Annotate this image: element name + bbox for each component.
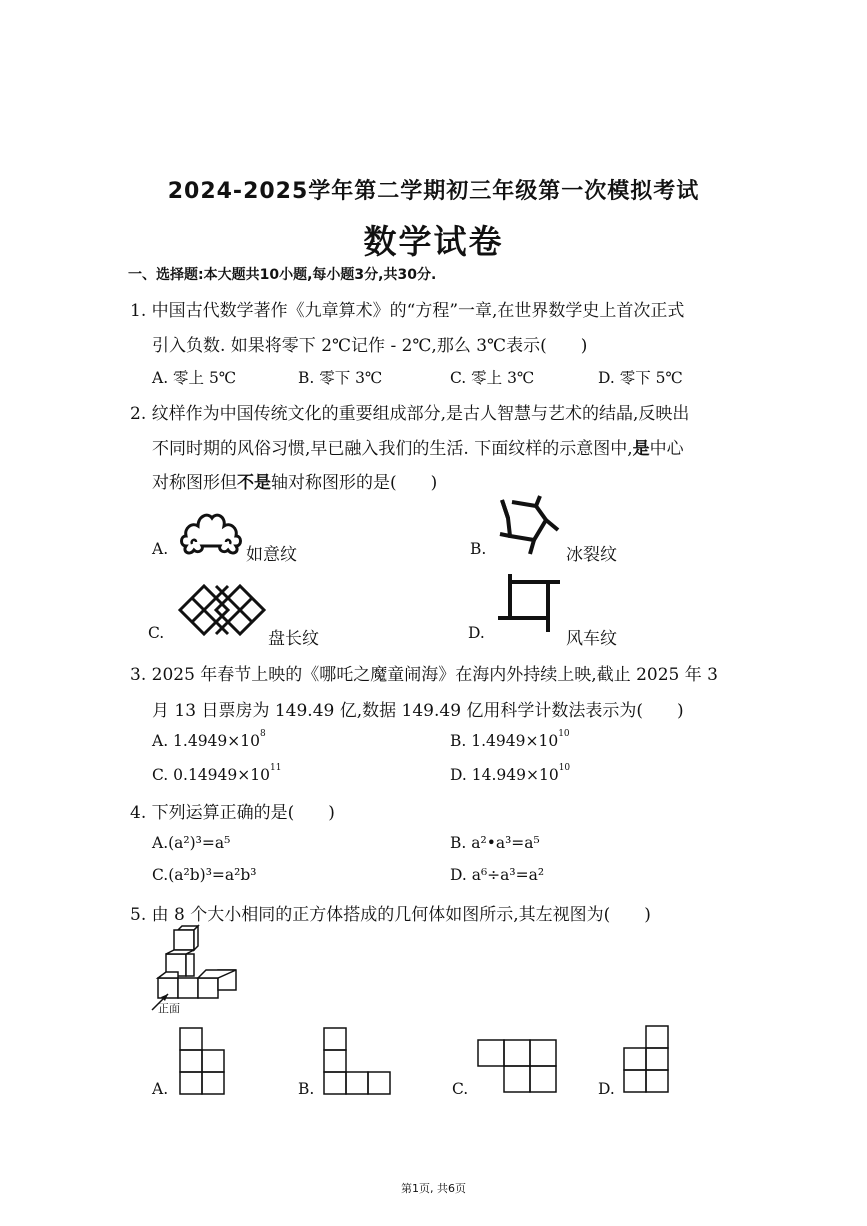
q2-option-b-letter: B.: [470, 540, 487, 558]
exam-subtitle: 数学试卷: [363, 222, 504, 261]
q5-option-b-letter: B.: [298, 1080, 315, 1098]
q2-option-c-letter: C.: [148, 624, 165, 642]
q1-line1: 1. 中国古代数学著作《九章算术》的“方程”一章,在世界数学史上首次正式: [130, 301, 685, 321]
windmill-pattern-icon: [498, 574, 562, 634]
q1-option-a: A. 零上 5℃: [152, 369, 237, 387]
q5-line1: 5. 由 8 个大小相同的正方体搭成的几何体如图所示,其左视图为( ): [130, 905, 651, 925]
q2-option-b-name: 冰裂纹: [566, 545, 617, 565]
q2-option-d-letter: D.: [468, 624, 485, 642]
q3-option-c: C. $0.14949\times 10^{11}$: [152, 763, 282, 784]
q5-option-c-view: [476, 1038, 560, 1096]
q4-line1: 4. 下列运算正确的是( ): [130, 803, 335, 823]
q2-option-a-letter: A.: [152, 540, 169, 558]
q2-option-c-name: 盘长纹: [268, 629, 319, 649]
q2-line3: 对称图形但不是轴对称图形的是( ): [152, 473, 438, 493]
q4-option-a: A.(a²)³=a⁵: [152, 834, 231, 852]
q4-option-b: B. a²•a³=a⁵: [450, 834, 540, 852]
exam-title: 2024-2025学年第二学期初三年级第一次模拟考试: [167, 179, 700, 204]
q2-line1: 2. 纹样作为中国传统文化的重要组成部分,是古人智慧与艺术的结晶,反映出: [130, 404, 690, 424]
section-heading: 一、选择题:本大题共10小题,每小题3分,共30分.: [128, 267, 437, 283]
q1-option-b: B. 零下 3℃: [298, 369, 383, 387]
q3-line1: 3. 2025 年春节上映的《哪吒之魔童闹海》在海内外持续上映,截止 2025 年 3: [130, 665, 718, 685]
q4-option-c: C.(a²b)³=a²b³: [152, 866, 257, 884]
q4-option-d: D. a⁶÷a³=a²: [450, 866, 545, 884]
q5-option-c-letter: C.: [452, 1080, 469, 1098]
q3-line2: 月 13 日票房为 149.49 亿,数据 149.49 亿用科学计数法表示为( ): [152, 701, 684, 721]
q3-option-d: D. $14.949\times 10^{10}$: [450, 763, 571, 784]
q1-option-c: C. 零上 3℃: [450, 369, 535, 387]
q5-option-d-letter: D.: [598, 1080, 615, 1098]
q1-option-d: D. 零下 5℃: [598, 369, 683, 387]
q5-option-d-view: [622, 1024, 672, 1096]
ruyi-pattern-icon: [178, 506, 244, 556]
q5-option-a-letter: A.: [152, 1080, 169, 1098]
q2-option-a-name: 如意纹: [246, 545, 297, 565]
q2-line2: 不同时期的风俗习惯,早已融入我们的生活. 下面纹样的示意图中,是中心: [152, 439, 684, 459]
front-view-label: 正面: [158, 1002, 180, 1015]
q3-option-a: A. $1.4949\times 10^8$: [152, 729, 266, 750]
q2-option-d-name: 风车纹: [566, 629, 617, 649]
q5-option-b-view: [322, 1026, 392, 1096]
panchang-knot-icon: [176, 582, 268, 638]
q5-option-a-view: [178, 1026, 226, 1096]
q1-line2: 引入负数. 如果将零下 2℃记作 - 2℃,那么 3℃表示( ): [152, 336, 588, 356]
page-footer: 第1页, 共6页: [401, 1182, 466, 1195]
q3-option-b: B. $1.4949\times 10^{10}$: [450, 729, 570, 750]
ice-crack-pattern-icon: [496, 496, 566, 556]
